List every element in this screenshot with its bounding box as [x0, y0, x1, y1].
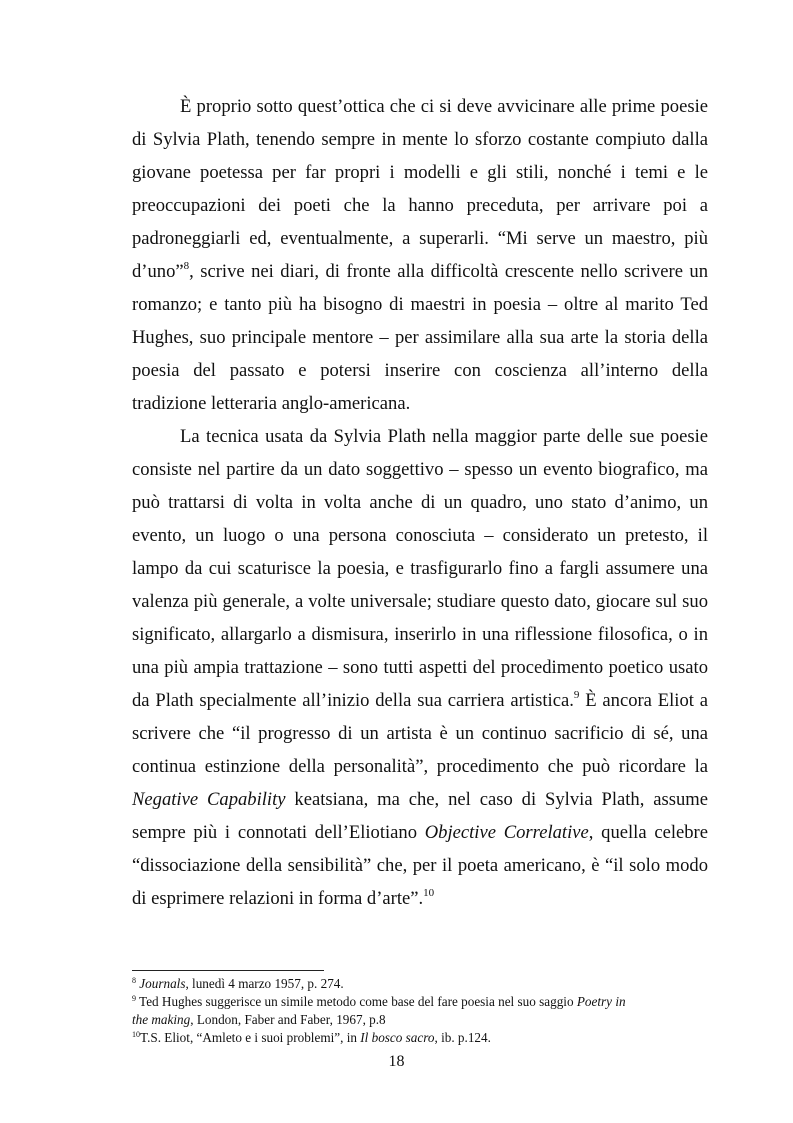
text-line: evento, un luogo o una persona conosciuta – considerato un pretesto, il: [132, 525, 708, 546]
footnote-number: 9: [132, 994, 136, 1003]
text-run: , lunedì 4 marzo 1957, p. 274.: [185, 976, 344, 991]
text-line: padroneggiarli ed, eventualmente, a superarli. “Mi serve un maestro, più: [132, 228, 708, 249]
italic-run: Objective Correlative: [424, 822, 589, 843]
text-line: [132, 887, 708, 911]
text-run: , quella celebre: [588, 822, 708, 843]
text-line: una più ampia trattazione – sono tutti aspetti del procedimento poetico usato: [132, 657, 708, 678]
footnote-ref[interactable]: 10: [423, 887, 435, 899]
footnote-ref[interactable]: 9: [573, 689, 580, 701]
text-line: consiste nel partire da un dato soggettivo – spesso un evento biografico, ma: [132, 459, 708, 480]
text-line: “dissociazione della sensibilità” che, per il poeta americano, è “il solo modo: [132, 855, 708, 876]
text-line: può trattarsi di volta in volta anche di un quadro, uno stato d’animo, un: [132, 492, 708, 513]
text-run: d’uno”: [132, 261, 184, 282]
footnote-number: 8: [132, 976, 136, 985]
text-run: È ancora Eliot a: [579, 690, 708, 711]
italic-run: Poetry in: [576, 994, 626, 1009]
italic-run: Negative Capability: [132, 789, 286, 810]
italic-run: the making: [132, 1012, 191, 1027]
text-run: , ib. p.124.: [434, 1030, 491, 1045]
text-run: Ted Hughes suggerisce un simile metodo come base del fare poesia nel suo saggio: [136, 994, 577, 1009]
footnote-9-cont: [132, 1012, 386, 1027]
footnote-separator: [132, 970, 324, 971]
footnote-10: [132, 1030, 491, 1045]
text-line: valenza più generale, a volte universale; studiare questo dato, giocare sul suo: [132, 591, 708, 612]
italic-run: Il bosco sacro: [360, 1030, 435, 1045]
text-line: giovane poetessa per far propri i modelli e gli stili, nonché i temi e le: [132, 162, 708, 183]
text-line: tradizione letteraria anglo-americana.: [132, 393, 411, 414]
text-line: [132, 821, 708, 845]
text-run: da Plath specialmente all’inizio della sua carriera artistica.: [132, 690, 574, 711]
text-run: di esprimere relazioni in forma d’arte”.: [132, 888, 424, 909]
text-run: T.S. Eliot, “Amleto e i suoi problemi”, in: [140, 1030, 361, 1045]
text-line: [132, 689, 708, 713]
footnote-9: [132, 994, 626, 1009]
text-line: preoccupazioni dei poeti che la hanno preceduta, per arrivare poi a: [132, 195, 708, 216]
footnote-8: [132, 976, 344, 991]
italic-run: Journals: [139, 976, 186, 991]
text-run: keatsiana, ma che, nel caso di Sylvia Plath, assume: [285, 789, 708, 810]
text-line: poesia del passato e potersi inserire con coscienza all’interno della: [132, 360, 708, 381]
text-line: Hughes, suo principale mentore – per assimilare alla sua arte la storia della: [132, 327, 708, 348]
text-line: significato, allargarlo a dismisura, inserirlo in una riflessione filosofica, o in: [132, 624, 708, 645]
text-line: romanzo; e tanto più ha bisogno di maestri in poesia – oltre al marito Ted: [132, 294, 708, 315]
text-run: , London, Faber and Faber, 1967, p.8: [190, 1012, 386, 1027]
text-line: lampo da cui scaturisce la poesia, e trasfigurarlo fino a fargli assumere una: [132, 558, 708, 579]
footnote-ref[interactable]: 8: [183, 260, 190, 272]
text-line: [132, 788, 708, 812]
text-line: È proprio sotto quest’ottica che ci si deve avvicinare alle prime poesie: [180, 96, 708, 117]
page-number: 18: [388, 1053, 405, 1070]
text-run: , scrive nei diari, di fronte alla difficoltà crescente nello scrivere un: [189, 261, 708, 282]
footnote-number: 10: [132, 1030, 140, 1039]
text-line: scrivere che “il progresso di un artista è un continuo sacrificio di sé, una: [132, 723, 708, 744]
text-line: continua estinzione della personalità”, procedimento che può ricordare la: [132, 756, 708, 777]
text-run: sempre più i connotati dell’Eliotiano: [132, 822, 425, 843]
text-line: di Sylvia Plath, tenendo sempre in mente lo sforzo costante compiuto dalla: [132, 129, 708, 150]
text-line: La tecnica usata da Sylvia Plath nella maggior parte delle sue poesie: [180, 426, 708, 447]
text-line: [132, 260, 708, 284]
